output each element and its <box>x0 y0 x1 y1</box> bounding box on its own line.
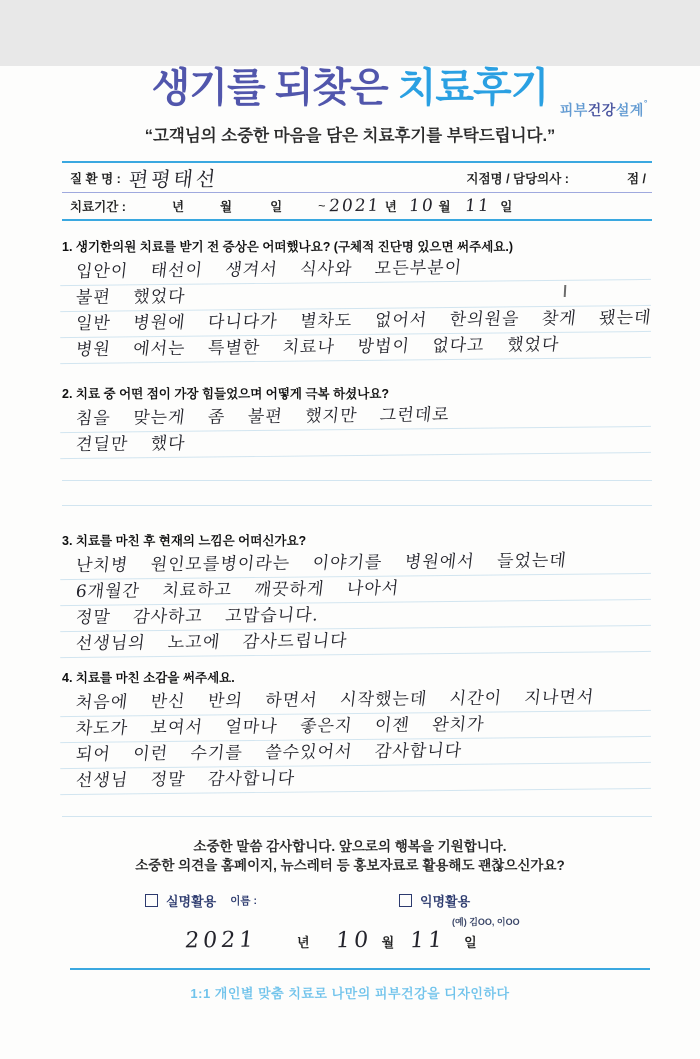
month-unit-label: 월 <box>220 200 233 214</box>
thanks-message <box>0 837 700 875</box>
question-3-answer-line: 정말 감사하고 고맙습니다. <box>60 600 654 632</box>
question-3-label: 3. 치료를 마친 후 현재의 느낌은 어떠신가요? <box>62 534 307 548</box>
bottom-divider-rule <box>70 968 650 970</box>
date-year-handwritten: 2021 <box>183 927 259 954</box>
thanks-line-2: 소중한 의견을 홈페이지, 뉴스레터 등 홍보자료로 활용해도 괜찮으신가요? <box>135 858 565 873</box>
question-2-section <box>62 384 652 506</box>
date-year-unit: 년 <box>297 935 310 950</box>
disease-name-label: 질 환 명 : <box>70 171 121 186</box>
end-day-unit-label: 일 <box>500 200 513 214</box>
clinic-tagline: 1:1 개인별 맞춤 치료로 나만의 피부건강을 디자인하다 <box>190 986 510 1001</box>
end-month-handwritten: 10 <box>407 195 436 217</box>
question-3-answer-line: 6개월간 치료하고 깨끗하게 나아서 <box>60 574 654 606</box>
question-3-answer-line: 난치병 원인모를병이라는 이야기를 병원에서 들었는데 <box>60 548 654 580</box>
date-day-handwritten: 11 <box>408 927 448 954</box>
question-2-answer-line: 침을 맞는게 좀 불편 했지만 그런데로 <box>60 401 654 433</box>
page-title-accent: 치료후기 <box>397 66 549 110</box>
logo-text-bold: 건강 <box>587 102 616 118</box>
question-1-answer-line: 입안이 태선이 생겨서 식사와 모든부분이 <box>60 254 654 286</box>
question-4-answer-line: 선생님 정말 감사합니다 <box>60 763 654 795</box>
branch-suffix-label: 점 / <box>626 171 646 186</box>
end-year-handwritten: 2021 <box>328 195 382 217</box>
question-2-answer-line: 견딜만 했다 <box>60 427 654 459</box>
anonymous-label: 익명활용 <box>419 894 471 909</box>
clinic-logo <box>560 100 648 120</box>
tilde-mark: ~ <box>318 199 326 213</box>
question-4-section <box>62 668 652 817</box>
answer-ruled-line <box>62 792 652 817</box>
question-1-answer-line: 병원 에서는 특별한 치료나 방법이 없다고 했었다 <box>60 332 654 364</box>
question-2-label: 2. 치료 중 어떤 점이 가장 힘들었으며 어떻게 극복 하셨나요? <box>62 387 390 401</box>
answer-ruled-line <box>62 456 652 481</box>
signature-date-row <box>185 928 700 953</box>
question-1-answer-line: 일반 병원에 다니다가 별차도 없어서 한의원을 찾게 됐는데 <box>60 306 654 338</box>
patient-info-table <box>62 161 652 221</box>
date-month-handwritten: 10 <box>334 927 373 954</box>
name-field-label: 이름 : <box>230 895 257 907</box>
question-3-section <box>62 531 652 655</box>
answer-ruled-line <box>62 481 652 506</box>
disease-name-handwritten-value: 편평태선 <box>127 166 220 192</box>
end-year-unit-label: 년 <box>384 200 397 214</box>
anonymous-checkbox[interactable] <box>399 894 412 907</box>
logo-text-prefix: 피부 <box>559 102 588 118</box>
disease-row <box>62 163 652 193</box>
treatment-period-label: 치료기간 : <box>70 200 126 214</box>
question-3-answer-line: 선생님의 노고에 감사드립니다 <box>60 626 654 658</box>
year-unit-label: 년 <box>171 200 185 214</box>
date-month-unit: 월 <box>381 935 395 950</box>
real-name-checkbox[interactable] <box>145 894 158 907</box>
question-4-label: 4. 치료를 마친 소감을 써주세요. <box>62 671 235 685</box>
end-month-unit-label: 월 <box>438 200 451 214</box>
real-name-label: 실명활용 <box>166 894 217 909</box>
question-4-answer-line: 차도가 보여서 얼마나 좋은지 이젠 완치가 <box>60 711 654 743</box>
page-title-lead: 생기를 되찾은 <box>151 66 388 110</box>
question-1-label: 1. 생기한의원 치료를 받기 전 증상은 어떠했나요? (구체적 진단명 있으면 써주세요.) <box>62 240 513 254</box>
consent-options-row <box>145 891 652 910</box>
thanks-line-1: 소중한 말씀 감사합니다. 앞으로의 행복을 기원합니다. <box>193 839 507 854</box>
treatment-review-form-page <box>0 66 700 1059</box>
question-1-answer-line: 불편 했었다 <box>60 280 654 312</box>
day-unit-label: 일 <box>270 200 283 214</box>
logo-text-suffix: 설계 <box>615 102 644 118</box>
question-4-answer-line: 되어 이런 수기를 쓸수있어서 감사합니다 <box>60 737 654 769</box>
question-4-answer-line: 처음에 반신 반의 하면서 시작했는데 시간이 지나면서 <box>60 685 654 717</box>
question-1-section <box>62 237 652 361</box>
end-day-handwritten: 11 <box>463 195 492 217</box>
branch-doctor-label: 지점명 / 담당의사 : <box>466 171 569 186</box>
date-day-unit: 일 <box>464 935 477 950</box>
page-subtitle: “고객님의 소중한 마음을 담은 치료후기를 부탁드립니다.” <box>144 127 556 145</box>
treatment-period-row <box>62 193 652 219</box>
name-example-text: (예) 김OO, 이OO <box>452 917 520 927</box>
logo-degree-mark: ° <box>643 98 648 108</box>
